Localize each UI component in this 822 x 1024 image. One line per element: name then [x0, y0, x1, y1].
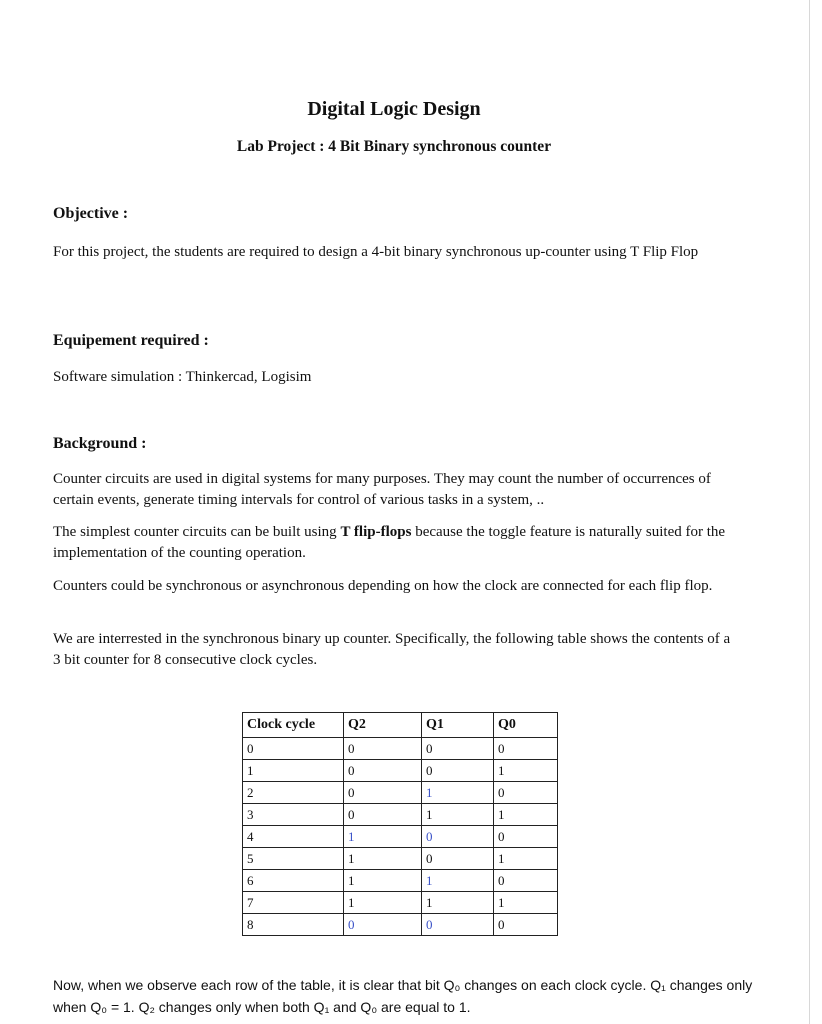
table-cell: 0	[344, 804, 422, 826]
table-cell: 2	[243, 782, 344, 804]
table-cell: 0	[344, 760, 422, 782]
table-row	[243, 804, 558, 826]
table-cell: 4	[243, 826, 344, 848]
table-cell-highlighted: 0	[422, 826, 494, 848]
objective-text: For this project, the students are required to design a 4-bit binary synchronous up-counter using T Flip Flop	[53, 244, 699, 260]
table-row	[243, 892, 558, 914]
header-q1: Q1	[422, 713, 494, 738]
table-cell: 1	[243, 760, 344, 782]
table-cell: 3	[243, 804, 344, 826]
table-row	[243, 914, 558, 936]
table-cell: 5	[243, 848, 344, 870]
table-row	[243, 870, 558, 892]
table-cell: 6	[243, 870, 344, 892]
table-row	[243, 760, 558, 782]
table-cell: 1	[344, 848, 422, 870]
table-cell: 0	[344, 738, 422, 760]
table-cell: 0	[243, 738, 344, 760]
table-cell: 1	[494, 760, 558, 782]
footer-observation: Now, when we observe each row of the table, it is clear that bit Q₀ changes on each clock cycle. Q₁ changes only when Q₀ = 1. Q₂ changes only when both Q₁ and Q₀ are equal to 1.	[53, 977, 753, 1015]
table-cell: 0	[344, 782, 422, 804]
table-cell: 1	[494, 848, 558, 870]
table-cell: 1	[344, 870, 422, 892]
page-subtitle: Lab Project : 4 Bit Binary synchronous counter	[236, 138, 552, 155]
p2-bold-term: T flip-flops	[340, 524, 412, 540]
page-edge	[809, 0, 810, 1024]
table-cell: 0	[494, 870, 558, 892]
table-cell-highlighted: 0	[344, 914, 422, 936]
table-cell: 0	[422, 848, 494, 870]
background-paragraph-4: We are interrested in the synchronous binary up counter. Specifically, the following table shows the contents of a 3 bit counter for 8 consecutive clock cycles.	[53, 631, 731, 668]
background-paragraph-1: Counter circuits are used in digital systems for many purposes. They may count the number of occurrences of certain events, generate timing intervals for control of various tasks in a system, ..	[53, 471, 711, 508]
table-row	[243, 782, 558, 804]
background-heading: Background :	[53, 435, 147, 452]
table-row	[243, 826, 558, 848]
table-cell: 1	[494, 892, 558, 914]
page-title: Digital Logic Design	[307, 98, 481, 120]
table-cell: 0	[422, 760, 494, 782]
background-paragraph-3: Counters could be synchronous or asynchronous depending on how the clock are connected for each flip flop.	[53, 578, 713, 594]
background-paragraph-2	[53, 522, 733, 564]
header-q2: Q2	[344, 713, 422, 738]
table-row	[243, 738, 558, 760]
table-cell: 1	[494, 804, 558, 826]
table-cell: 0	[494, 782, 558, 804]
counter-table	[242, 712, 558, 936]
p2-text-after: because the toggle feature is naturally suited for the implementation of the counting operation.	[53, 524, 726, 561]
equipment-text: Software simulation : Thinkercad, Logisim	[53, 369, 312, 385]
table-cell-highlighted: 1	[422, 870, 494, 892]
table-cell: 1	[422, 804, 494, 826]
equipment-heading: Equipement required :	[53, 332, 209, 349]
table-cell: 7	[243, 892, 344, 914]
table-header-row	[243, 713, 558, 738]
table-cell: 0	[422, 738, 494, 760]
table-cell: 1	[344, 892, 422, 914]
table-cell: 0	[494, 826, 558, 848]
table-cell: 1	[422, 892, 494, 914]
table-cell-highlighted: 1	[422, 782, 494, 804]
header-clock-cycle: Clock cycle	[243, 713, 344, 738]
table-cell: 0	[494, 914, 558, 936]
table-row	[243, 848, 558, 870]
table-cell-highlighted: 1	[344, 826, 422, 848]
table-cell: 0	[494, 738, 558, 760]
objective-heading: Objective :	[53, 205, 129, 222]
header-q0: Q0	[494, 713, 558, 738]
table-cell: 8	[243, 914, 344, 936]
table-cell-highlighted: 0	[422, 914, 494, 936]
p2-text-before: The simplest counter circuits can be built using	[53, 524, 341, 540]
